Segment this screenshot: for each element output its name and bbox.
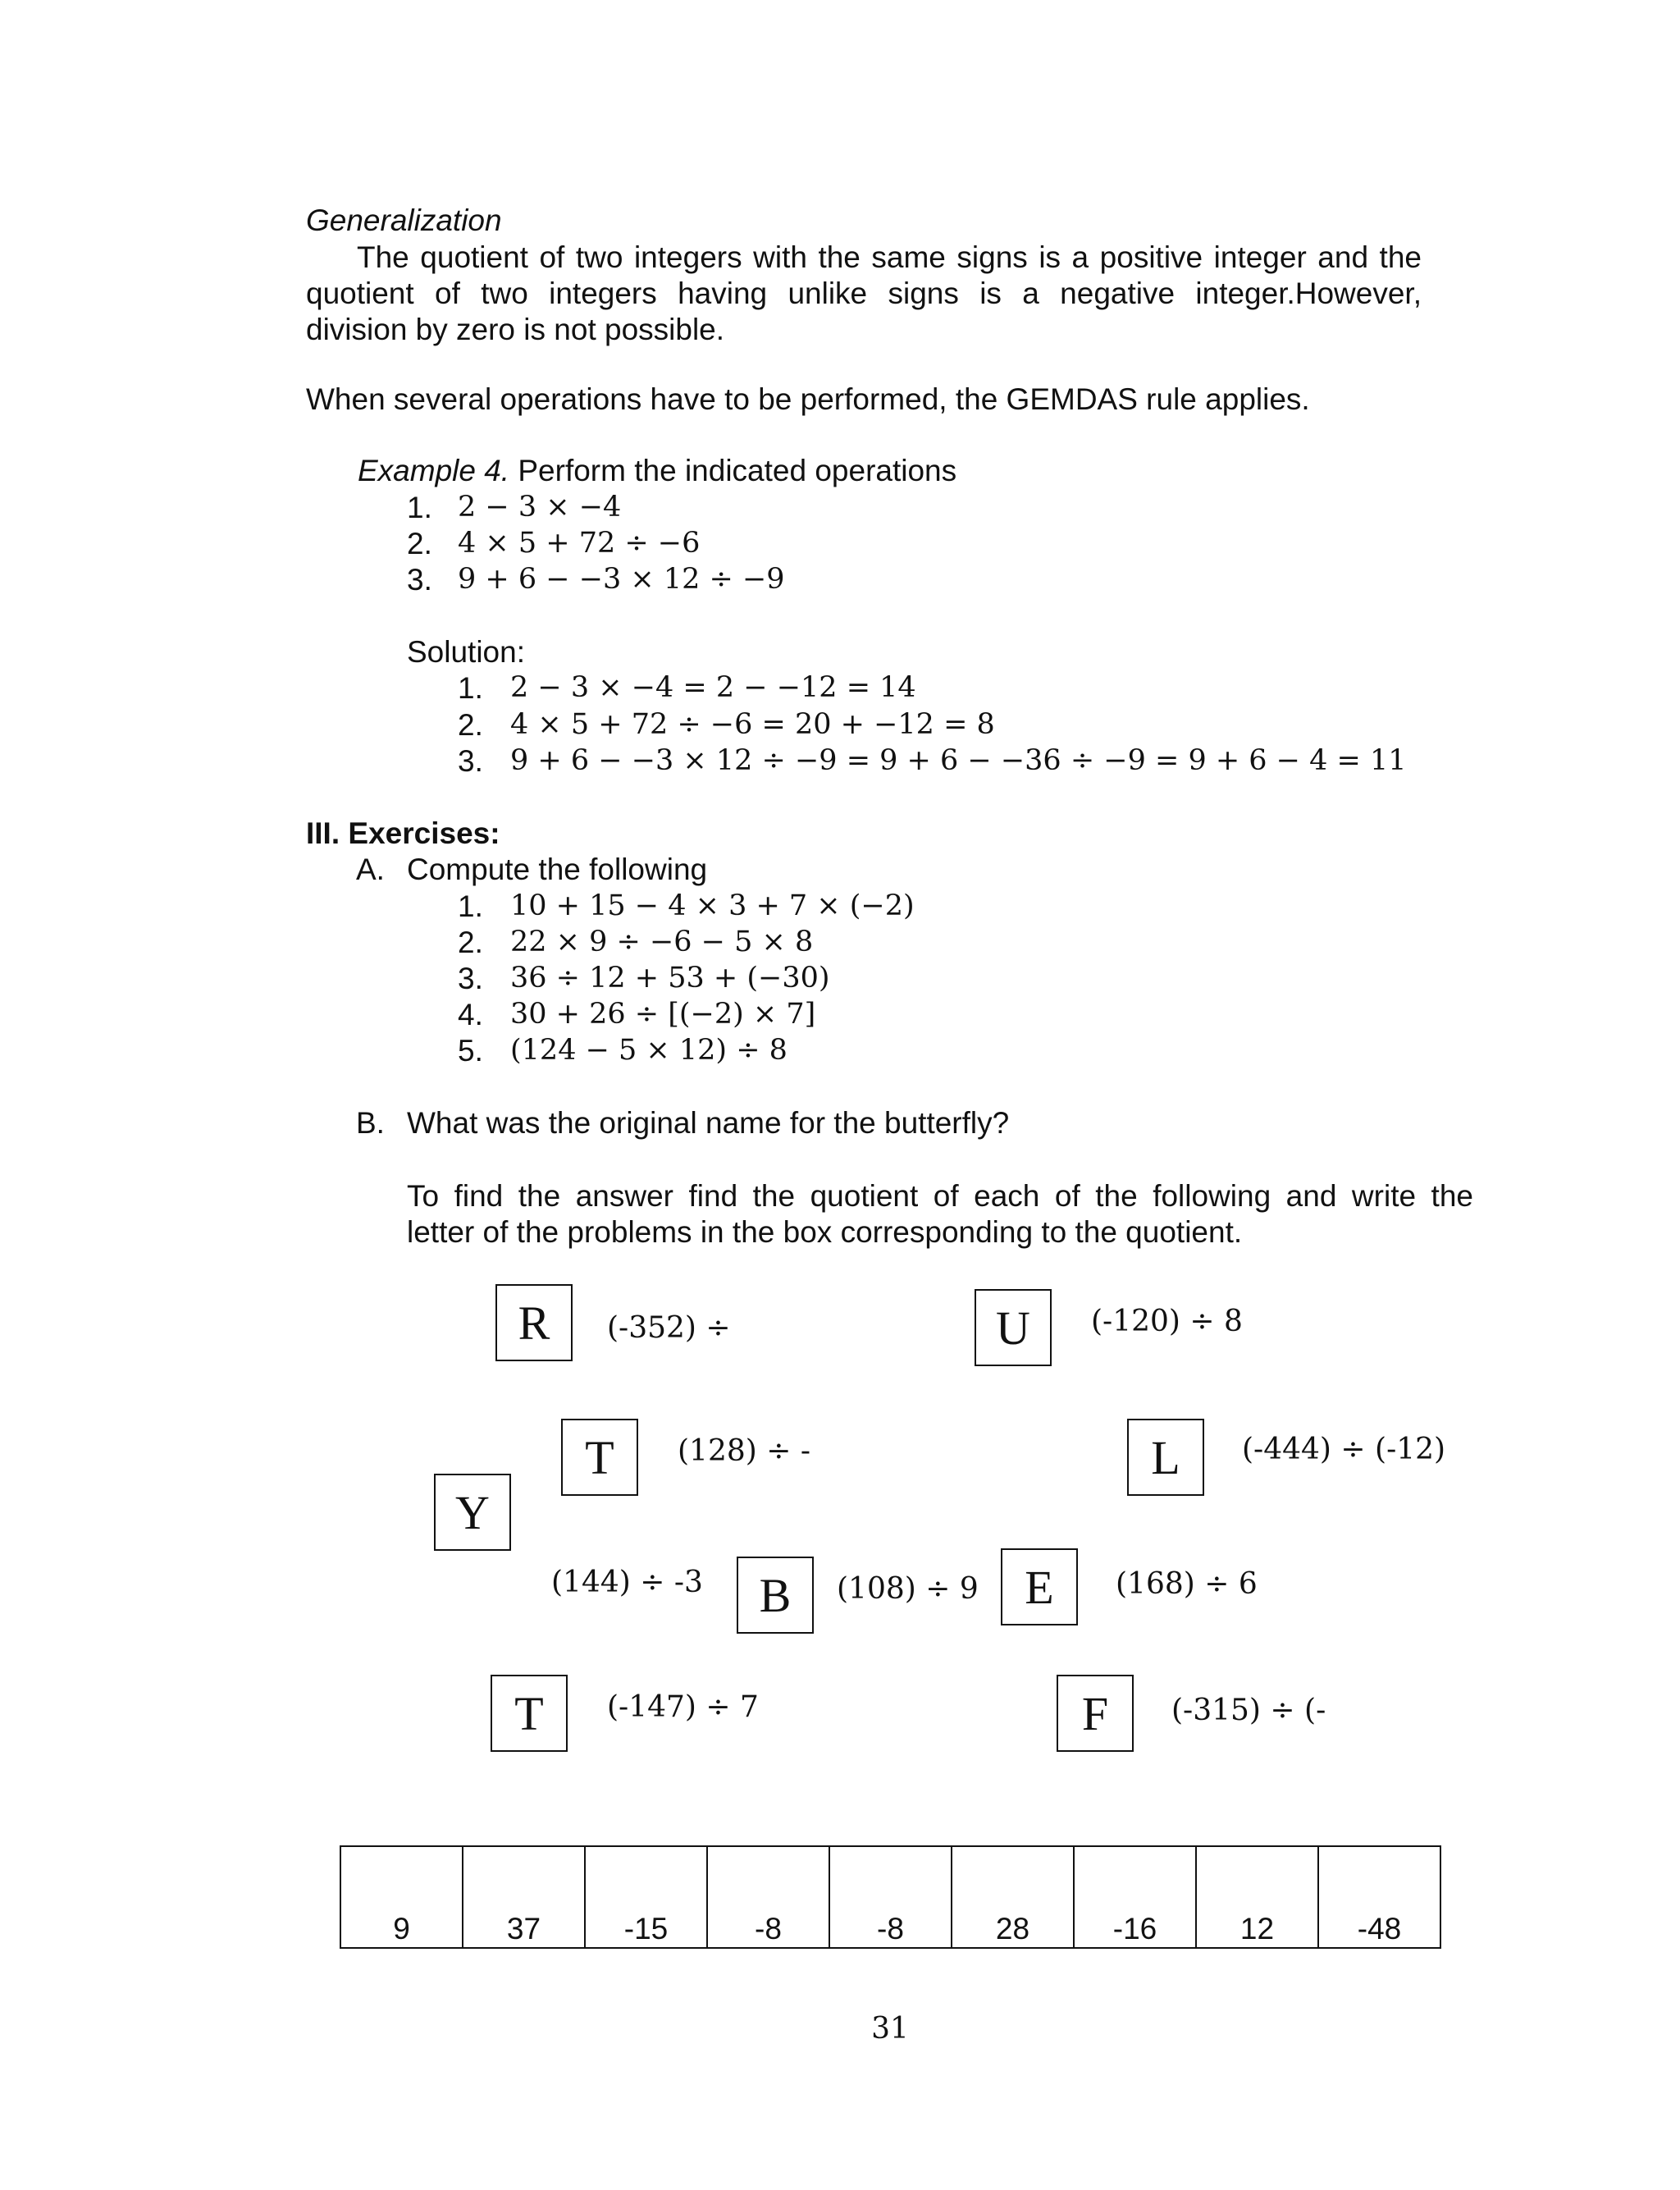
- part-b-line-1: To find the answer find the quotient of each of the following and write the: [407, 1179, 1473, 1213]
- puzzle-expression: (-352) ÷: [607, 1311, 731, 1345]
- answer-cell[interactable]: -8: [829, 1846, 952, 1948]
- solution-expression: 9 + 6 − −3 × 12 ÷ −9 = 9 + 6 − −36 ÷ −9 = 9 + 6 − 4 = 11: [510, 744, 1407, 777]
- example-item-number: 2.: [407, 527, 432, 560]
- generalization-line-1: The quotient of two integers with the same signs is a positive integer and the: [357, 240, 1422, 274]
- answer-cell[interactable]: -16: [1074, 1846, 1196, 1948]
- solution-number: 3.: [458, 744, 483, 778]
- answer-grid: [340, 1845, 1441, 1949]
- part-a-label: A.: [356, 853, 385, 886]
- puzzle-expression: (168) ÷ 6: [1116, 1567, 1258, 1601]
- exercise-expression: 36 ÷ 12 + 53 + (−30): [510, 962, 830, 994]
- puzzle-expression: (-444) ÷ (-12): [1242, 1433, 1446, 1466]
- exercise-expression: (124 − 5 × 12) ÷ 8: [510, 1034, 788, 1067]
- solution-expression: 2 − 3 × −4 = 2 − −12 = 14: [510, 671, 916, 704]
- letter-box-l: L: [1127, 1419, 1204, 1496]
- example-item-number: 1.: [407, 491, 432, 524]
- answer-cell[interactable]: -48: [1318, 1846, 1440, 1948]
- generalization-line-3: division by zero is not possible.: [306, 313, 725, 346]
- generalization-paragraph: [306, 240, 1422, 348]
- exercises-heading: III. Exercises:: [306, 816, 500, 850]
- puzzle-expression: (-315) ÷ (-: [1171, 1694, 1326, 1727]
- exercise-number: 5.: [458, 1034, 483, 1068]
- part-b-line-2: letter of the problems in the box corresponding to the quotient.: [407, 1215, 1243, 1249]
- exercise-number: 2.: [458, 926, 483, 959]
- solution-number: 1.: [458, 671, 483, 705]
- generalization-heading: Generalization: [306, 203, 502, 237]
- letter-box-t: T: [491, 1675, 568, 1752]
- answer-cell[interactable]: -8: [707, 1846, 829, 1948]
- part-b-label: B.: [356, 1106, 385, 1140]
- puzzle-expression: (144) ÷ -3: [551, 1566, 703, 1599]
- letter-box-e: E: [1001, 1548, 1078, 1625]
- exercise-number: 1.: [458, 889, 483, 923]
- example-item-number: 3.: [407, 563, 432, 597]
- example-title: [358, 454, 956, 488]
- letter-box-t: T: [561, 1419, 638, 1496]
- solution-number: 2.: [458, 708, 483, 742]
- example-label: Example 4.: [358, 454, 510, 487]
- puzzle-expression: (-147) ÷ 7: [607, 1690, 759, 1724]
- exercise-expression: 10 + 15 − 4 × 3 + 7 × (−2): [510, 889, 915, 922]
- example-item-expression: 4 × 5 + 72 ÷ −6: [458, 527, 701, 560]
- part-b-question: What was the original name for the butterfly?: [407, 1106, 1010, 1140]
- answer-row: [340, 1846, 1440, 1948]
- puzzle-expression: (-120) ÷ 8: [1091, 1305, 1243, 1338]
- exercise-number: 4.: [458, 998, 483, 1031]
- letter-box-u: U: [975, 1289, 1052, 1366]
- example-item-expression: 9 + 6 − −3 × 12 ÷ −9: [458, 563, 785, 596]
- answer-cell[interactable]: 37: [463, 1846, 585, 1948]
- answer-cell[interactable]: -15: [585, 1846, 707, 1948]
- page-number: 31: [871, 2012, 909, 2046]
- letter-box-r: R: [495, 1284, 573, 1361]
- answer-cell[interactable]: 12: [1196, 1846, 1318, 1948]
- letter-box-b: B: [737, 1557, 814, 1634]
- solution-expression: 4 × 5 + 72 ÷ −6 = 20 + −12 = 8: [510, 708, 995, 741]
- solution-label: Solution:: [407, 635, 525, 669]
- exercise-expression: 30 + 26 ÷ [(−2) × 7]: [510, 998, 816, 1031]
- part-b-instructions: [407, 1178, 1473, 1250]
- example-instruction: Perform the indicated operations: [509, 454, 957, 487]
- puzzle-expression: (128) ÷ -: [678, 1434, 811, 1468]
- letter-box-y: Y: [434, 1474, 511, 1551]
- example-item-expression: 2 − 3 × −4: [458, 491, 622, 523]
- answer-cell[interactable]: 28: [952, 1846, 1074, 1948]
- letter-box-f: F: [1057, 1675, 1134, 1752]
- exercise-expression: 22 × 9 ÷ −6 − 5 × 8: [510, 926, 814, 958]
- generalization-line-2: quotient of two integers having unlike signs is a negative integer.However,: [306, 277, 1422, 310]
- gemdas-statement: When several operations have to be performed, the GEMDAS rule applies.: [306, 382, 1310, 416]
- puzzle-expression: (108) ÷ 9: [837, 1572, 979, 1606]
- exercise-number: 3.: [458, 962, 483, 995]
- answer-cell[interactable]: 9: [340, 1846, 463, 1948]
- part-a-instruction: Compute the following: [407, 853, 708, 886]
